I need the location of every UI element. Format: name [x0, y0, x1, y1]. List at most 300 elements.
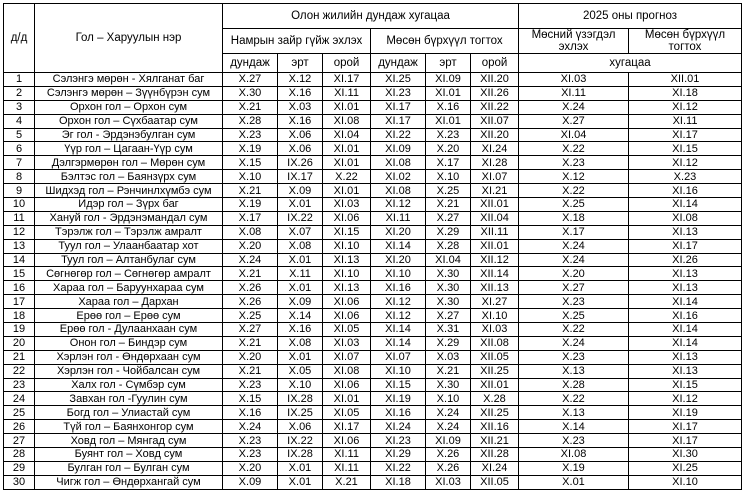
autumn-run-early: X.01 — [278, 475, 323, 489]
ice-cover-late: XII.04 — [471, 211, 519, 225]
forecast-ice-cover-set: XI.15 — [629, 378, 742, 392]
header-station-name: Гол – Харуулын нэр — [35, 4, 223, 73]
autumn-run-late: XI.08 — [323, 114, 371, 128]
row-index: 13 — [4, 239, 35, 253]
forecast-ice-phenomena-start: X.17 — [519, 225, 629, 239]
ice-cover-late: XII.07 — [471, 114, 519, 128]
autumn-run-early: X.05 — [278, 364, 323, 378]
station-name: Ерөө гол – Ерөө сум — [35, 309, 223, 323]
header-period: хугацаа — [519, 54, 742, 73]
ice-cover-late: XII.21 — [471, 434, 519, 448]
ice-cover-average: XI.10 — [371, 267, 426, 281]
station-name: Сөгнөгөр гол – Сөгнөгөр амралт — [35, 267, 223, 281]
table-row — [4, 461, 742, 475]
forecast-ice-phenomena-start: X.12 — [519, 170, 629, 184]
forecast-ice-phenomena-start: X.19 — [519, 461, 629, 475]
forecast-ice-cover-set: XI.08 — [629, 211, 742, 225]
autumn-run-average: X.16 — [223, 406, 278, 420]
ice-cover-early: X.27 — [426, 309, 471, 323]
table-row — [4, 253, 742, 267]
station-name: Хануй гол - Эрдэнэмандал сум — [35, 211, 223, 225]
autumn-run-early: X.01 — [278, 281, 323, 295]
row-index: 29 — [4, 461, 35, 475]
autumn-run-late: XI.17 — [323, 420, 371, 434]
ice-cover-early: X.17 — [426, 156, 471, 170]
autumn-run-average: X.10 — [223, 170, 278, 184]
row-index: 3 — [4, 100, 35, 114]
table-row — [4, 378, 742, 392]
autumn-run-late: XI.04 — [323, 128, 371, 142]
autumn-run-average: X.23 — [223, 448, 278, 462]
ice-cover-early: X.21 — [426, 364, 471, 378]
autumn-run-average: X.21 — [223, 100, 278, 114]
forecast-ice-cover-set: XI.17 — [629, 420, 742, 434]
ice-cover-late: XII.01 — [471, 239, 519, 253]
ice-cover-late: XI.28 — [471, 156, 519, 170]
ice-cover-late: XII.25 — [471, 364, 519, 378]
autumn-run-late: XI.05 — [323, 406, 371, 420]
ice-forecast-table — [3, 3, 742, 490]
forecast-ice-cover-set: X.23 — [629, 170, 742, 184]
forecast-ice-phenomena-start: X.25 — [519, 198, 629, 212]
table-row — [4, 156, 742, 170]
header-longterm-average: Олон жилийн дундаж хугацаа — [223, 4, 519, 29]
autumn-run-late: XI.06 — [323, 434, 371, 448]
row-index: 10 — [4, 198, 35, 212]
ice-cover-late: XII.26 — [471, 86, 519, 100]
ice-cover-late: XII.01 — [471, 198, 519, 212]
forecast-ice-phenomena-start: X.25 — [519, 309, 629, 323]
station-name: Бэлтэс гол – Баянзүрх сум — [35, 170, 223, 184]
autumn-run-early: IX.17 — [278, 170, 323, 184]
header-ice-cover-set: Мөсөн бүрхүүл тогтох — [371, 29, 519, 54]
autumn-run-average: X.20 — [223, 461, 278, 475]
autumn-run-early: X.01 — [278, 461, 323, 475]
ice-cover-average: XI.24 — [371, 420, 426, 434]
table-row — [4, 281, 742, 295]
row-index: 4 — [4, 114, 35, 128]
ice-cover-average: XI.23 — [371, 434, 426, 448]
ice-cover-average: XI.14 — [371, 239, 426, 253]
header-late-2: орой — [471, 54, 519, 73]
forecast-ice-phenomena-start: X.13 — [519, 406, 629, 420]
autumn-run-average: X.24 — [223, 253, 278, 267]
table-row — [4, 434, 742, 448]
autumn-run-late: X.21 — [323, 475, 371, 489]
header-row-1 — [4, 4, 742, 29]
autumn-run-late: XI.15 — [323, 225, 371, 239]
row-index: 24 — [4, 392, 35, 406]
forecast-ice-phenomena-start: X.24 — [519, 239, 629, 253]
ice-cover-average: XI.20 — [371, 225, 426, 239]
autumn-run-early: IX.28 — [278, 448, 323, 462]
autumn-run-early: X.14 — [278, 309, 323, 323]
forecast-ice-phenomena-start: X.28 — [519, 378, 629, 392]
station-name: Хэрлэн гол - Өндөрхаан сум — [35, 350, 223, 364]
forecast-ice-cover-set: XI.17 — [629, 128, 742, 142]
header-early-1: эрт — [278, 54, 323, 73]
ice-cover-average: XI.14 — [371, 323, 426, 337]
table-header — [4, 4, 742, 73]
ice-cover-early: X.30 — [426, 267, 471, 281]
forecast-ice-cover-set: XI.12 — [629, 156, 742, 170]
table-row — [4, 350, 742, 364]
station-name: Идэр гол – Зүрх баг — [35, 198, 223, 212]
autumn-run-early: X.16 — [278, 114, 323, 128]
autumn-run-late: XI.01 — [323, 156, 371, 170]
ice-cover-average: XI.08 — [371, 184, 426, 198]
ice-cover-early: XI.01 — [426, 86, 471, 100]
forecast-ice-cover-set: XI.17 — [629, 239, 742, 253]
station-name: Халх гол - Сүмбэр сум — [35, 378, 223, 392]
row-index: 23 — [4, 378, 35, 392]
station-name: Булган гол – Булган сум — [35, 461, 223, 475]
table-row — [4, 448, 742, 462]
ice-cover-late: XI.03 — [471, 323, 519, 337]
ice-cover-early: X.26 — [426, 448, 471, 462]
autumn-run-late: XI.06 — [323, 309, 371, 323]
header-early-2: эрт — [426, 54, 471, 73]
autumn-run-early: X.07 — [278, 225, 323, 239]
forecast-ice-phenomena-start: X.13 — [519, 364, 629, 378]
station-name: Сэлэнгэ мөрөн - Хялганат баг — [35, 73, 223, 87]
table-row — [4, 392, 742, 406]
row-index: 14 — [4, 253, 35, 267]
row-index: 21 — [4, 350, 35, 364]
forecast-ice-cover-set: XI.18 — [629, 86, 742, 100]
autumn-run-average: X.17 — [223, 211, 278, 225]
ice-cover-average: XI.09 — [371, 142, 426, 156]
table-row — [4, 73, 742, 87]
header-forecast-2025: 2025 оны прогноз — [519, 4, 742, 29]
autumn-run-early: X.08 — [278, 239, 323, 253]
forecast-ice-cover-set: XI.12 — [629, 392, 742, 406]
station-name: Завхан гол -Гуулин сум — [35, 392, 223, 406]
forecast-ice-cover-set: XI.19 — [629, 406, 742, 420]
autumn-run-average: X.25 — [223, 309, 278, 323]
forecast-ice-cover-set: XI.15 — [629, 142, 742, 156]
ice-cover-late: XII.25 — [471, 406, 519, 420]
station-name: Чигж гол – Өндөрхангай сум — [35, 475, 223, 489]
ice-cover-late: XI.10 — [471, 309, 519, 323]
autumn-run-early: IX.28 — [278, 392, 323, 406]
autumn-run-late: XI.11 — [323, 86, 371, 100]
autumn-run-average: X.19 — [223, 142, 278, 156]
table-row — [4, 420, 742, 434]
autumn-run-late: XI.10 — [323, 239, 371, 253]
row-index: 27 — [4, 434, 35, 448]
ice-cover-early: X.26 — [426, 461, 471, 475]
ice-cover-average: XI.12 — [371, 309, 426, 323]
ice-cover-late: XII.16 — [471, 420, 519, 434]
ice-cover-average: XI.02 — [371, 170, 426, 184]
ice-cover-early: X.24 — [426, 406, 471, 420]
autumn-run-early: X.01 — [278, 253, 323, 267]
autumn-run-early: X.12 — [278, 73, 323, 87]
ice-cover-early: X.28 — [426, 239, 471, 253]
forecast-ice-phenomena-start: XI.11 — [519, 86, 629, 100]
autumn-run-average: X.19 — [223, 198, 278, 212]
autumn-run-early: X.09 — [278, 184, 323, 198]
autumn-run-average: X.08 — [223, 225, 278, 239]
forecast-ice-cover-set: XI.14 — [629, 336, 742, 350]
ice-cover-average: XI.14 — [371, 336, 426, 350]
autumn-run-early: X.01 — [278, 198, 323, 212]
ice-cover-late: XII.11 — [471, 225, 519, 239]
ice-cover-late: XII.12 — [471, 253, 519, 267]
autumn-run-late: XI.11 — [323, 448, 371, 462]
autumn-run-early: X.06 — [278, 420, 323, 434]
ice-cover-late: XI.24 — [471, 142, 519, 156]
autumn-run-average: X.30 — [223, 86, 278, 100]
row-index: 25 — [4, 406, 35, 420]
row-index: 5 — [4, 128, 35, 142]
ice-cover-early: XI.01 — [426, 114, 471, 128]
header-average-1: дундаж — [223, 54, 278, 73]
forecast-ice-phenomena-start: X.27 — [519, 114, 629, 128]
row-index: 8 — [4, 170, 35, 184]
autumn-run-average: X.26 — [223, 295, 278, 309]
autumn-run-average: X.15 — [223, 392, 278, 406]
table-row — [4, 170, 742, 184]
table-row — [4, 309, 742, 323]
ice-cover-average: XI.22 — [371, 128, 426, 142]
autumn-run-late: XI.06 — [323, 295, 371, 309]
table-row — [4, 323, 742, 337]
ice-cover-average: XI.08 — [371, 156, 426, 170]
autumn-run-early: IX.26 — [278, 156, 323, 170]
ice-cover-late: XI.21 — [471, 184, 519, 198]
autumn-run-early: X.11 — [278, 267, 323, 281]
table-row — [4, 475, 742, 489]
forecast-ice-phenomena-start: X.22 — [519, 392, 629, 406]
ice-cover-average: XI.10 — [371, 364, 426, 378]
ice-cover-average: XI.12 — [371, 198, 426, 212]
ice-cover-early: X.25 — [426, 184, 471, 198]
autumn-run-average: X.21 — [223, 267, 278, 281]
ice-cover-average: XI.12 — [371, 295, 426, 309]
row-index: 11 — [4, 211, 35, 225]
forecast-ice-phenomena-start: X.18 — [519, 211, 629, 225]
autumn-run-late: XI.13 — [323, 281, 371, 295]
forecast-ice-phenomena-start: X.23 — [519, 156, 629, 170]
header-ice-cover-set-2025: Мөсөн бүрхүүл тогтох — [629, 29, 742, 54]
header-index: д/д — [4, 4, 35, 73]
autumn-run-average: X.27 — [223, 323, 278, 337]
autumn-run-late: XI.07 — [323, 350, 371, 364]
forecast-ice-phenomena-start: X.24 — [519, 336, 629, 350]
autumn-run-late: XI.13 — [323, 253, 371, 267]
station-name: Онон гол – Биндэр сум — [35, 336, 223, 350]
forecast-ice-phenomena-start: X.24 — [519, 253, 629, 267]
ice-cover-late: XII.28 — [471, 448, 519, 462]
ice-cover-late: XI.07 — [471, 170, 519, 184]
forecast-ice-cover-set: XI.11 — [629, 114, 742, 128]
autumn-run-late: XI.08 — [323, 364, 371, 378]
ice-cover-average: XI.22 — [371, 461, 426, 475]
autumn-run-early: X.03 — [278, 100, 323, 114]
autumn-run-early: IX.22 — [278, 211, 323, 225]
table-row — [4, 114, 742, 128]
header-ice-phenomena-start-2025: Мөсний үзэгдэл эхлэх — [519, 29, 629, 54]
autumn-run-average: X.21 — [223, 336, 278, 350]
autumn-run-average: X.23 — [223, 434, 278, 448]
row-index: 28 — [4, 448, 35, 462]
station-name: Хараа гол – Дархан — [35, 295, 223, 309]
forecast-ice-cover-set: XI.16 — [629, 309, 742, 323]
ice-cover-average: XI.16 — [371, 406, 426, 420]
ice-cover-late: XII.13 — [471, 281, 519, 295]
station-name: Сэлэнгэ мөрөн – Зүүнбүрэн сум — [35, 86, 223, 100]
table-row — [4, 142, 742, 156]
ice-cover-late: XII.05 — [471, 350, 519, 364]
station-name: Түй гол – Баянхонгор сум — [35, 420, 223, 434]
row-index: 15 — [4, 267, 35, 281]
ice-cover-late: XI.27 — [471, 295, 519, 309]
row-index: 6 — [4, 142, 35, 156]
ice-cover-early: X.31 — [426, 323, 471, 337]
autumn-run-average: X.20 — [223, 239, 278, 253]
forecast-ice-cover-set: XI.13 — [629, 267, 742, 281]
ice-cover-average: XI.23 — [371, 86, 426, 100]
row-index: 12 — [4, 225, 35, 239]
autumn-run-average: X.20 — [223, 350, 278, 364]
forecast-ice-cover-set: XII.01 — [629, 73, 742, 87]
table-row — [4, 86, 742, 100]
header-late-1: орой — [323, 54, 371, 73]
table-row — [4, 128, 742, 142]
forecast-ice-phenomena-start: X.22 — [519, 142, 629, 156]
station-name: Ховд гол – Мянгад сум — [35, 434, 223, 448]
header-average-2: дундаж — [371, 54, 426, 73]
ice-cover-late: XII.14 — [471, 267, 519, 281]
forecast-ice-phenomena-start: X.23 — [519, 295, 629, 309]
ice-cover-early: X.21 — [426, 198, 471, 212]
table-row — [4, 225, 742, 239]
ice-cover-early: X.23 — [426, 128, 471, 142]
autumn-run-early: X.16 — [278, 323, 323, 337]
autumn-run-late: XI.03 — [323, 336, 371, 350]
station-name: Туул гол – Улаанбаатар хот — [35, 239, 223, 253]
station-name: Үүр гол – Цагаан-Үүр сум — [35, 142, 223, 156]
autumn-run-average: X.23 — [223, 378, 278, 392]
station-name: Эг гол - Эрдэнэбулган сум — [35, 128, 223, 142]
forecast-ice-phenomena-start: X.20 — [519, 267, 629, 281]
row-index: 2 — [4, 86, 35, 100]
station-name: Тэрэлж гол – Тэрэлж амралт — [35, 225, 223, 239]
ice-cover-average: XI.29 — [371, 448, 426, 462]
autumn-run-average: X.21 — [223, 364, 278, 378]
ice-cover-early: X.30 — [426, 378, 471, 392]
ice-cover-early: X.30 — [426, 295, 471, 309]
row-index: 26 — [4, 420, 35, 434]
ice-cover-early: X.20 — [426, 142, 471, 156]
station-name: Туул гол – Алтанбулаг сум — [35, 253, 223, 267]
autumn-run-average: X.28 — [223, 114, 278, 128]
forecast-ice-phenomena-start: X.23 — [519, 434, 629, 448]
forecast-ice-cover-set: XI.26 — [629, 253, 742, 267]
table-row — [4, 267, 742, 281]
forecast-ice-cover-set: XI.25 — [629, 461, 742, 475]
autumn-run-late: X.22 — [323, 170, 371, 184]
ice-cover-average: XI.07 — [371, 350, 426, 364]
row-index: 19 — [4, 323, 35, 337]
autumn-run-early: X.10 — [278, 378, 323, 392]
station-name: Хараа гол – Баруунхараа сум — [35, 281, 223, 295]
ice-cover-late: XII.05 — [471, 475, 519, 489]
forecast-ice-phenomena-start: X.23 — [519, 350, 629, 364]
table-body — [4, 73, 742, 490]
autumn-run-early: X.09 — [278, 295, 323, 309]
ice-cover-early: XI.09 — [426, 73, 471, 87]
table-row — [4, 184, 742, 198]
autumn-run-early: X.16 — [278, 86, 323, 100]
autumn-run-late: XI.01 — [323, 100, 371, 114]
table-row — [4, 239, 742, 253]
forecast-ice-cover-set: XI.30 — [629, 448, 742, 462]
autumn-run-average: X.24 — [223, 420, 278, 434]
forecast-ice-cover-set: XI.14 — [629, 323, 742, 337]
table-row — [4, 198, 742, 212]
row-index: 9 — [4, 184, 35, 198]
autumn-run-late: XI.03 — [323, 198, 371, 212]
row-index: 30 — [4, 475, 35, 489]
autumn-run-average: X.23 — [223, 128, 278, 142]
station-name: Богд гол – Улиастай сум — [35, 406, 223, 420]
autumn-run-early: X.08 — [278, 336, 323, 350]
autumn-run-early: IX.25 — [278, 406, 323, 420]
table-row — [4, 211, 742, 225]
station-name: Орхон гол – Орхон сум — [35, 100, 223, 114]
station-name: Буянт гол – Ховд сум — [35, 448, 223, 462]
forecast-ice-phenomena-start: XI.03 — [519, 73, 629, 87]
row-index: 18 — [4, 309, 35, 323]
ice-cover-average: XI.19 — [371, 392, 426, 406]
station-name: Дэлгэрмөрөн гол – Мөрөн сум — [35, 156, 223, 170]
station-name: Хэрлэн гол - Чойбалсан сум — [35, 364, 223, 378]
table-row — [4, 364, 742, 378]
ice-cover-early: XI.04 — [426, 253, 471, 267]
autumn-run-early: IX.22 — [278, 434, 323, 448]
autumn-run-late: XI.01 — [323, 392, 371, 406]
ice-cover-average: XI.17 — [371, 114, 426, 128]
forecast-ice-cover-set: XI.12 — [629, 100, 742, 114]
autumn-run-average: X.26 — [223, 281, 278, 295]
row-index: 20 — [4, 336, 35, 350]
autumn-run-average: X.21 — [223, 184, 278, 198]
forecast-ice-phenomena-start: XI.04 — [519, 128, 629, 142]
ice-cover-early: X.24 — [426, 420, 471, 434]
ice-cover-early: XI.09 — [426, 434, 471, 448]
ice-cover-early: X.03 — [426, 350, 471, 364]
ice-cover-late: XII.20 — [471, 128, 519, 142]
autumn-run-average: X.27 — [223, 73, 278, 87]
ice-cover-late: XI.24 — [471, 461, 519, 475]
autumn-run-average: X.09 — [223, 475, 278, 489]
ice-cover-early: X.10 — [426, 170, 471, 184]
ice-cover-late: XII.20 — [471, 73, 519, 87]
forecast-ice-cover-set: XI.14 — [629, 198, 742, 212]
table-row — [4, 336, 742, 350]
autumn-run-late: XI.11 — [323, 461, 371, 475]
forecast-ice-cover-set: XI.13 — [629, 281, 742, 295]
autumn-run-late: XI.06 — [323, 378, 371, 392]
ice-cover-early: X.16 — [426, 100, 471, 114]
forecast-ice-phenomena-start: X.14 — [519, 420, 629, 434]
autumn-run-late: XI.17 — [323, 73, 371, 87]
forecast-ice-phenomena-start: X.01 — [519, 475, 629, 489]
row-index: 1 — [4, 73, 35, 87]
